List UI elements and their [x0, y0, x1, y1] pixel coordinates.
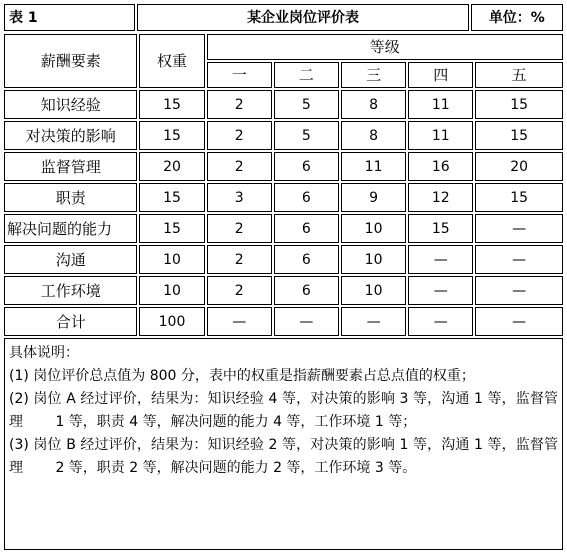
grade-cell: 20 — [475, 152, 563, 181]
weight-cell: 15 — [139, 214, 204, 243]
header-factor: 薪酬要素 — [4, 34, 137, 88]
factor-cell: 工作环境 — [4, 276, 137, 305]
grade-cell: 8 — [341, 90, 406, 119]
table-row — [4, 245, 563, 274]
grade-cell: 6 — [274, 245, 339, 274]
grade-cell: 2 — [207, 276, 272, 305]
table-row — [4, 152, 563, 181]
factor-cell: 知识经验 — [4, 90, 137, 119]
grade-cell: 6 — [274, 152, 339, 181]
grade-cell: 15 — [475, 90, 563, 119]
factor-cell: 沟通 — [4, 245, 137, 274]
grade-cell: 10 — [341, 276, 406, 305]
grade-cell: — — [408, 307, 473, 336]
header-weight: 权重 — [139, 34, 204, 88]
note-item-1: (1) 岗位评价总点值为 800 分，表中的权重是指薪酬要素占总点值的权重； — [9, 368, 475, 384]
header-grade-1: 一 — [207, 62, 272, 88]
grade-cell: 5 — [274, 90, 339, 119]
table-row — [4, 276, 563, 305]
weight-cell: 15 — [139, 183, 204, 212]
grade-cell: — — [408, 245, 473, 274]
table-number: 表 1 — [4, 4, 135, 31]
grade-cell: 8 — [341, 121, 406, 150]
grade-cell: 2 — [207, 245, 272, 274]
grade-cell: — — [341, 307, 406, 336]
table-title: 某企业岗位评价表 — [137, 4, 468, 31]
grade-cell: 11 — [408, 121, 473, 150]
evaluation-table — [2, 32, 565, 552]
grade-cell: — — [475, 214, 563, 243]
grade-cell: 15 — [408, 214, 473, 243]
grade-cell: 11 — [341, 152, 406, 181]
grade-cell: — — [274, 307, 339, 336]
grade-cell: — — [475, 307, 563, 336]
header-grade-5: 五 — [475, 62, 563, 88]
note-item-2: (2) 岗位 A 经过评价，结果为：知识经验 4 等，对决策的影响 3 等，沟通 1 等，监督管理 1 等，职责 4 等，解决问题的能力 4 等，工作环境 1 等； — [9, 391, 558, 430]
header-grade-3: 三 — [341, 62, 406, 88]
grade-cell: 2 — [207, 152, 272, 181]
total-label: 合计 — [4, 307, 137, 336]
grade-cell: 6 — [274, 183, 339, 212]
grade-cell: 3 — [207, 183, 272, 212]
grade-cell: 15 — [475, 121, 563, 150]
grade-cell: 12 — [408, 183, 473, 212]
grade-cell: — — [408, 276, 473, 305]
notes-heading: 具体说明： — [9, 345, 79, 361]
weight-cell: 10 — [139, 276, 204, 305]
grade-cell: 9 — [341, 183, 406, 212]
title-bar — [2, 2, 565, 33]
total-row — [4, 307, 563, 336]
header-grade-4: 四 — [408, 62, 473, 88]
table-row — [4, 121, 563, 150]
factor-cell: 对决策的影响 — [4, 121, 137, 150]
factor-cell: 解决问题的能力 — [4, 214, 137, 243]
grade-cell: — — [475, 276, 563, 305]
weight-cell: 15 — [139, 121, 204, 150]
grade-cell: 6 — [274, 276, 339, 305]
header-grade-2: 二 — [274, 62, 339, 88]
grade-cell: — — [207, 307, 272, 336]
grade-cell: 10 — [341, 245, 406, 274]
grade-cell: 5 — [274, 121, 339, 150]
grade-cell: 15 — [475, 183, 563, 212]
unit-label: 单位：% — [471, 4, 563, 31]
grade-cell: 6 — [274, 214, 339, 243]
grade-cell: 2 — [207, 214, 272, 243]
grade-cell: 2 — [207, 121, 272, 150]
factor-cell: 职责 — [4, 183, 137, 212]
weight-cell: 15 — [139, 90, 204, 119]
weight-cell: 10 — [139, 245, 204, 274]
grade-cell: 16 — [408, 152, 473, 181]
grade-cell: 11 — [408, 90, 473, 119]
grade-cell: 2 — [207, 90, 272, 119]
total-weight: 100 — [139, 307, 204, 336]
table-row — [4, 90, 563, 119]
table-row — [4, 183, 563, 212]
notes-section — [4, 338, 563, 550]
grade-cell: 10 — [341, 214, 406, 243]
factor-cell: 监督管理 — [4, 152, 137, 181]
header-grade-group: 等级 — [207, 34, 563, 60]
weight-cell: 20 — [139, 152, 204, 181]
note-item-3: (3) 岗位 B 经过评价，结果为：知识经验 2 等，对决策的影响 1 等，沟通 1 等，监督管理 2 等，职责 2 等，解决问题的能力 2 等，工作环境 3 等。 — [9, 437, 558, 476]
table-row — [4, 214, 563, 243]
grade-cell: — — [475, 245, 563, 274]
